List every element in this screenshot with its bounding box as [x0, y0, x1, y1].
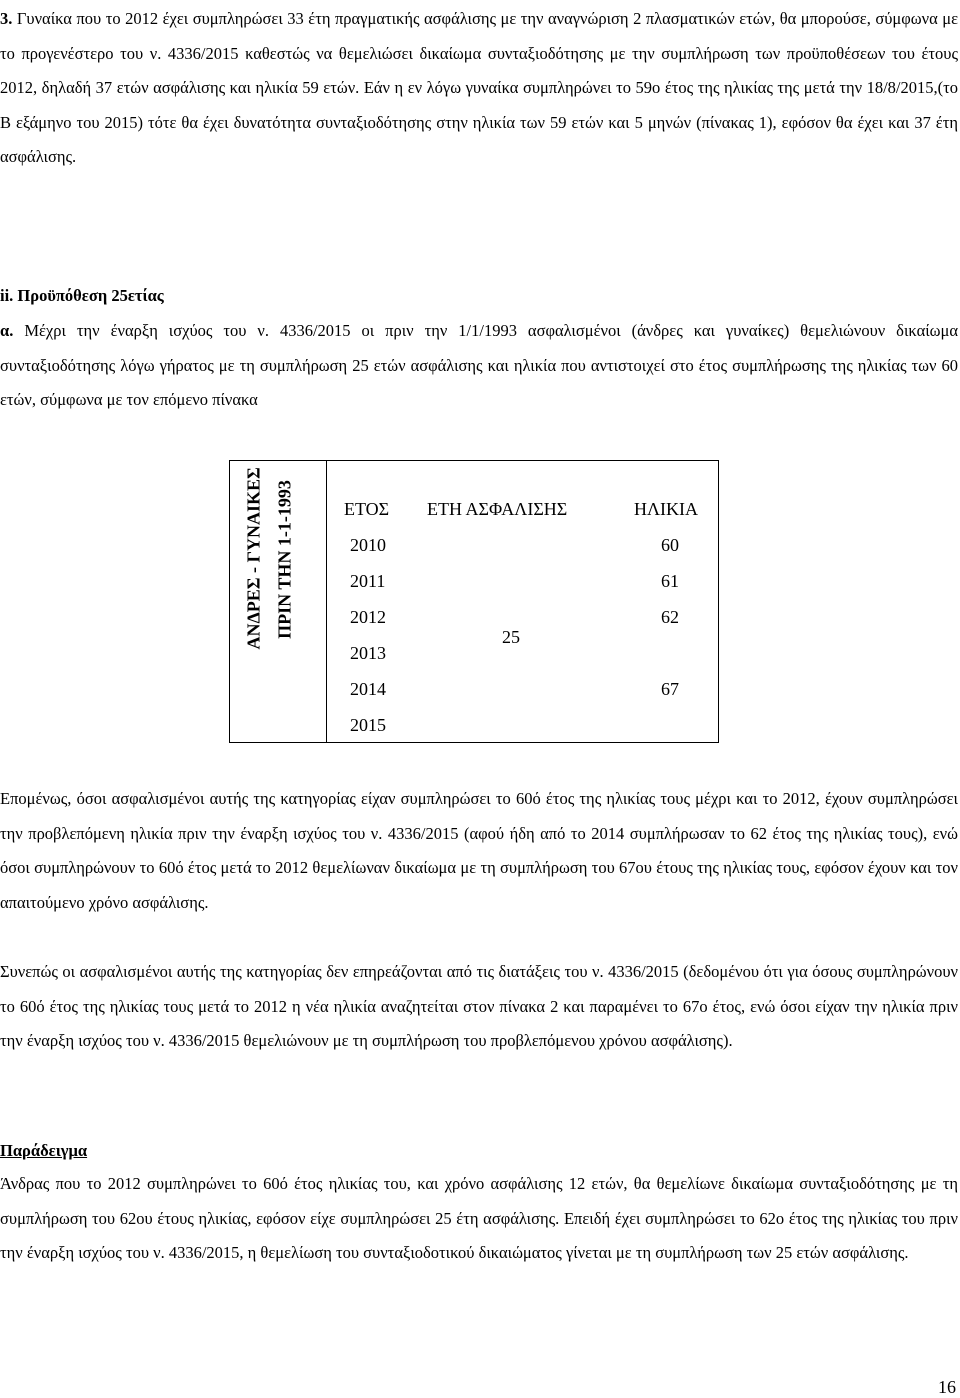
section-heading: ii. Προϋπόθεση 25ετίας	[0, 286, 164, 305]
column-header-insurance-years: ΕΤΗ ΑΣΦΑΛΙΣΗΣ	[427, 499, 568, 519]
retirement-age-table	[229, 460, 719, 743]
paragraph-example: Άνδρας που το 2012 συμπληρώνει το 60ό έτος ηλικίας του, και χρόνο ασφάλισης 12 ετών, θα θεμελίωνε δικαίωμα συνταξιοδότησης με τη συμπλήρωση του 62ου έτους ηλικίας, εφόσον είχε συμπληρώσει 25 έτη ασφάλισης. Επειδή έχει συμπληρώσει το 62ο έτος της ηλικίας του πριν την έναρξη ισχύος του ν. 4336/2015, η θεμελίωση του συνταξιοδοτικού δικαιώματος γίνεται με τη συμπλήρωση των 25 ετών ασφάλισης.	[0, 1174, 958, 1262]
table-cell-year: 2014	[350, 679, 386, 699]
table-cell-year: 2015	[350, 715, 386, 735]
paragraph-consequence: Επομένως, όσοι ασφαλισμένοι αυτής της κατηγορίας είχαν συμπληρώσει το 60ό έτος της ηλικίας τους μέχρι και το 2012, έχουν συμπληρώσει την προβλεπόμενη ηλικία πριν την έναρξη ισχύος του ν. 4336/2015 (αφού ήδη από το 2014 συμπλήρωσαν το 62 έτος της ηλικίας τους), ενώ όσοι συμπληρώνουν το 60ό έτος μετά το 2012 θεμελίωναν δικαίωμα με τη συμπλήρωση του 67ου έτους της ηλικίας τους, εφόσον έχουν και τον απαιτούμενο χρόνο ασφάλισης.	[0, 789, 958, 912]
paragraph-text: Μέχρι την έναρξη ισχύος του ν. 4336/2015 οι πριν την 1/1/1993 ασφαλισμένοι (άνδρες και γυναίκες) θεμελιώνουν δικαίωμα συνταξιοδότησης λόγω γήρατος με τη συμπλήρωση 25 ετών ασφάλισης και ηλικία που αντιστοιχεί στο έτος συμπλήρωσης της ηλικίας των 60 ετών, σύμφωνα με τον επόμενο πίνακα	[0, 321, 958, 409]
case-number: 3.	[0, 9, 13, 28]
table-cell-insurance-years: 25	[502, 627, 520, 647]
table-side-label-before-1993: ΠΡΙΝ ΤΗΝ 1-1-1993	[274, 480, 295, 639]
paragraph-case-3	[0, 2, 958, 175]
paragraph-conclusion: Συνεπώς οι ασφαλισμένοι αυτής της κατηγορίας δεν επηρεάζονται από τις διατάξεις του ν. 4336/2015 (δεδομένου ότι για όσους συμπληρώνουν το 60ό έτος της ηλικίας τους μετά το 2012 η νέα ηλικία αναζητείται στον πίνακα 2 και παραμένει το 67ο έτος, ενώ όσοι είχαν την ηλικία πριν την έναρξη ισχύος του ν. 4336/2015 θεμελιώνουν με τη συμπλήρωση του προβλεπόμενου χρόνου ασφάλισης).	[0, 962, 958, 1050]
table-cell-year: 2013	[350, 643, 386, 663]
column-header-age: ΗΛΙΚΙΑ	[634, 499, 699, 519]
paragraph-text: Γυναίκα που το 2012 έχει συμπληρώσει 33 έτη πραγματικής ασφάλισης με την αναγνώριση 2 πλασματικών ετών, θα μπορούσε, σύμφωνα με το προγενέστερο του ν. 4336/2015 καθεστώς να θεμελιώσει δικαίωμα συνταξιοδότησης με την συμπλήρωση των προϋποθέσεων του έτους 2012, δηλαδή 37 ετών ασφάλισης και ηλικία 59 ετών. Εάν η εν λόγω γυναίκα συμπληρώνει το 59ο έτος της ηλικίας της μετά την 18/8/2015,(το Β εξάμηνο του 2015) τότε θα έχει δυνατότητα συνταξιοδότησης στην ηλικία των 59 ετών και 5 μηνών (πίνακας 1), εφόσον θα έχει και 37 έτη ασφάλισης.	[0, 9, 958, 166]
example-heading: Παράδειγμα	[0, 1141, 88, 1160]
table-cell-age: 67	[661, 679, 679, 699]
paragraph-alpha	[0, 314, 958, 418]
table-side-label-men-women: ΑΝΔΡΕΣ - ΓΥΝΑΙΚΕΣ	[243, 467, 264, 650]
table-cell-age: 60	[661, 535, 679, 555]
item-label: α.	[0, 321, 14, 340]
table-cell-year: 2011	[350, 571, 386, 591]
page-number: 16	[938, 1377, 956, 1397]
table-divider	[326, 461, 327, 742]
column-header-year: ΕΤΟΣ	[344, 499, 390, 519]
table-cell-year: 2012	[350, 607, 386, 627]
table-cell-age: 61	[661, 571, 679, 591]
table-cell-year: 2010	[350, 535, 386, 555]
table-cell-age: 62	[661, 607, 679, 627]
